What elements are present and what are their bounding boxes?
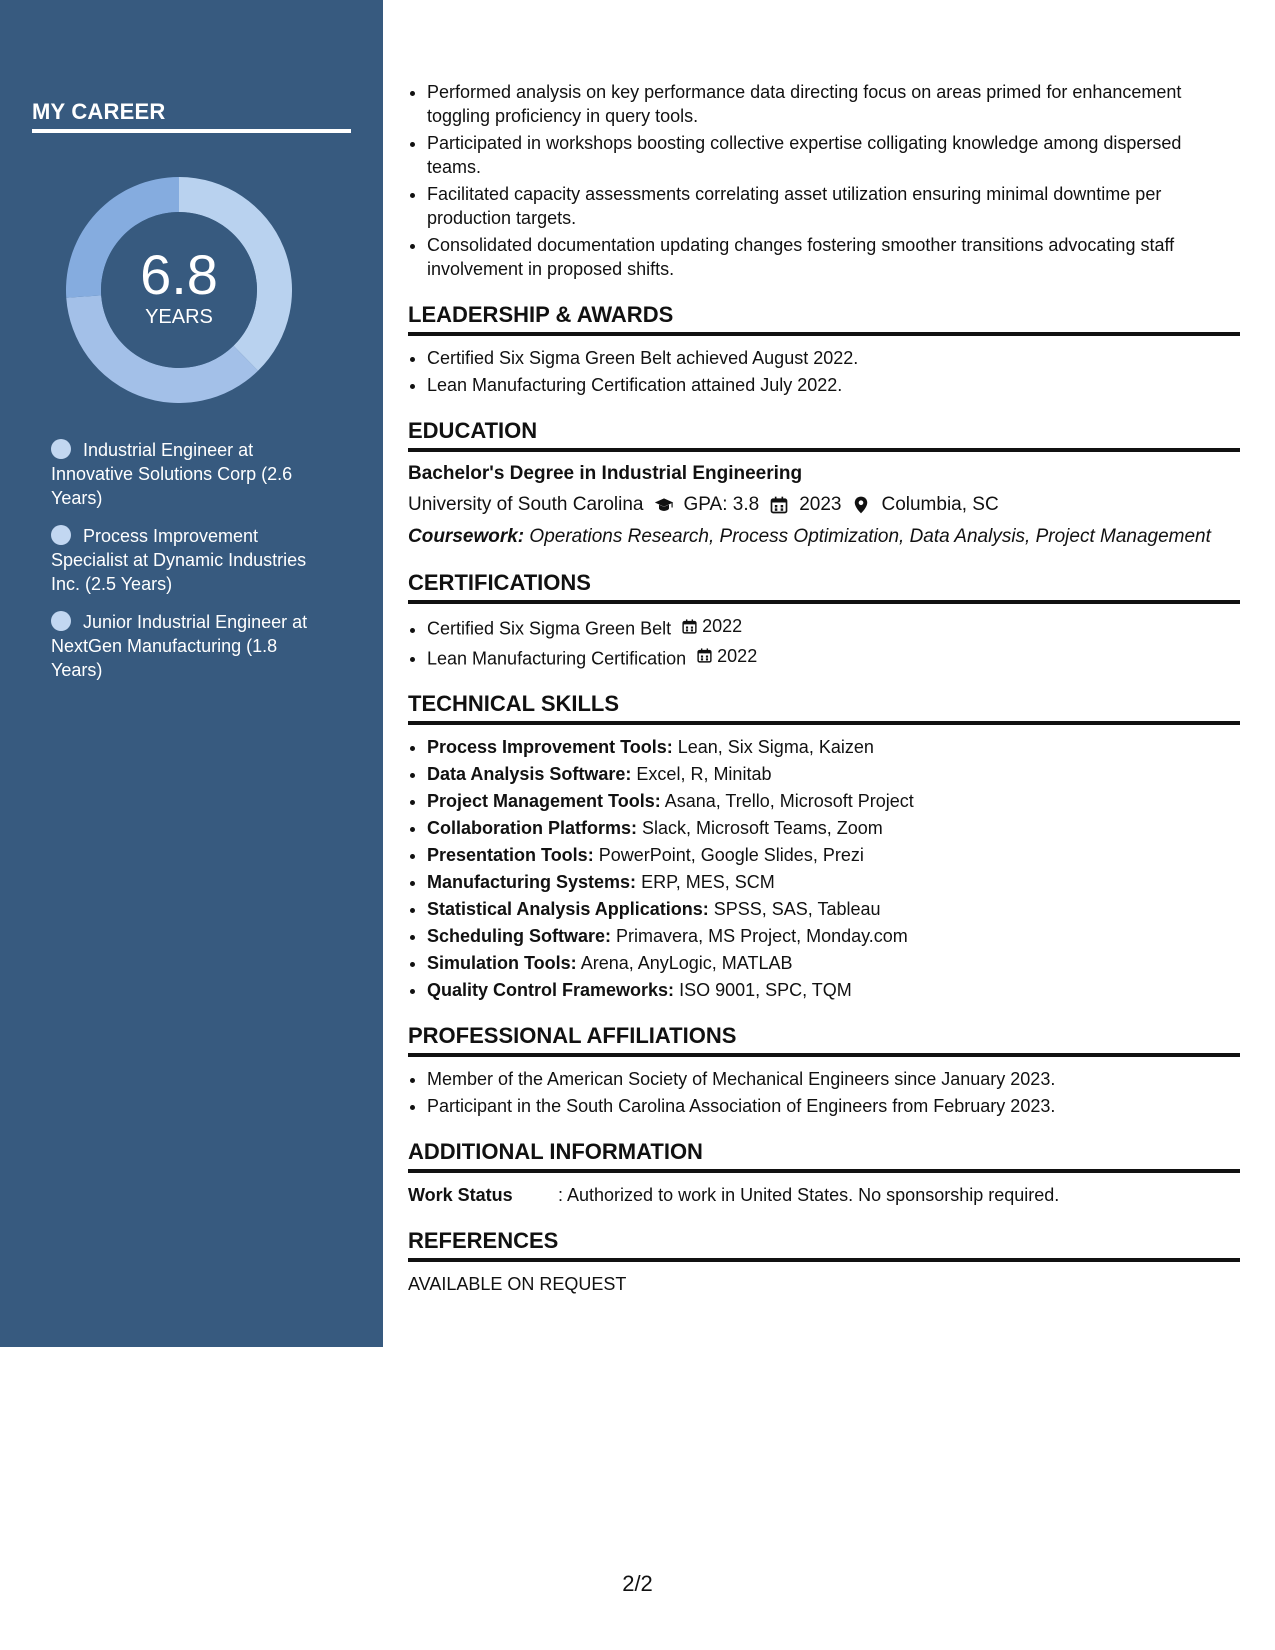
affiliations-section xyxy=(408,1022,1240,1118)
skill-item xyxy=(427,843,1240,867)
skills-section xyxy=(408,690,1240,1002)
leadership-item: • Lean Manufacturing Certification attained July 2022. xyxy=(427,373,1240,397)
coursework-label: Coursework: xyxy=(408,526,525,547)
career-item-label: Industrial Engineer at Innovative Solutions Corp (2.6 Years) xyxy=(51,440,293,508)
skill-label: Data Analysis Software: xyxy=(427,764,632,784)
skill-value: ERP, MES, SCM xyxy=(641,872,775,892)
skill-item xyxy=(427,816,1240,840)
skill-value: Arena, AnyLogic, MATLAB xyxy=(580,953,793,973)
section-heading: EDUCATION xyxy=(408,417,1240,452)
section-heading: REFERENCES xyxy=(408,1227,1240,1262)
career-list xyxy=(51,438,331,696)
certifications-section xyxy=(408,569,1240,670)
donut-center xyxy=(66,177,292,403)
skill-label: Quality Control Frameworks: xyxy=(427,980,675,1000)
skill-label: Presentation Tools: xyxy=(427,845,594,865)
skill-value: SPSS, SAS, Tableau xyxy=(713,899,881,919)
skill-value: Lean, Six Sigma, Kaizen xyxy=(677,737,874,757)
graduation-cap-icon xyxy=(654,495,674,515)
gpa: GPA: 3.8 xyxy=(683,494,760,515)
work-status-label: Work Status xyxy=(408,1185,513,1205)
skill-value: Excel, R, Minitab xyxy=(636,764,772,784)
skill-label: Scheduling Software: xyxy=(427,926,612,946)
work-status-row xyxy=(408,1183,1240,1207)
affiliation-item: • Member of the American Society of Mechanical Engineers since January 2023. xyxy=(427,1067,1240,1091)
skill-item xyxy=(427,978,1240,1002)
degree-title: Bachelor's Degree in Industrial Engineering xyxy=(408,463,803,484)
experience-bullets xyxy=(408,80,1240,281)
school-name: University of South Carolina xyxy=(408,494,644,515)
references-section xyxy=(408,1227,1240,1296)
education-details xyxy=(408,492,1240,518)
skill-label: Process Improvement Tools: xyxy=(427,737,673,757)
section-heading: ADDITIONAL INFORMATION xyxy=(408,1138,1240,1173)
school-location: Columbia, SC xyxy=(881,494,999,515)
skill-item xyxy=(427,870,1240,894)
leadership-item: • Certified Six Sigma Green Belt achieved August 2022. xyxy=(427,346,1240,370)
education-section xyxy=(408,417,1240,549)
skill-label: Simulation Tools: xyxy=(427,953,577,973)
career-item xyxy=(51,524,331,596)
certification-item xyxy=(427,614,1240,641)
sidebar xyxy=(0,0,383,1347)
location-pin-icon xyxy=(851,495,871,515)
total-years-value: 6.8 xyxy=(140,242,218,306)
career-item-label: Junior Industrial Engineer at NextGen Manufacturing (1.8 Years) xyxy=(51,612,308,680)
skill-value: PowerPoint, Google Slides, Prezi xyxy=(598,845,864,865)
certification-item xyxy=(427,644,1240,671)
experience-bullet: • Consolidated documentation updating changes fostering smoother transitions advocating staff involvement in proposed shifts. xyxy=(427,233,1240,281)
skill-item xyxy=(427,951,1240,975)
skill-value: Primavera, MS Project, Monday.com xyxy=(616,926,908,946)
skill-label: Collaboration Platforms: xyxy=(427,818,638,838)
work-status-value: : Authorized to work in United States. No sponsorship required. xyxy=(558,1185,1060,1205)
section-heading: PROFESSIONAL AFFILIATIONS xyxy=(408,1022,1240,1057)
career-donut-chart xyxy=(66,177,292,403)
skill-item xyxy=(427,789,1240,813)
career-title: MY CAREER xyxy=(32,99,351,133)
additional-info-section xyxy=(408,1138,1240,1207)
bullet-dot-icon xyxy=(51,611,71,631)
certification-year: 2022 xyxy=(702,616,743,636)
certification-year: 2022 xyxy=(717,645,758,666)
main-content xyxy=(408,80,1240,1296)
bullet-dot-icon xyxy=(51,439,71,459)
affiliation-item: • Participant in the South Carolina Association of Engineers from February 2023. xyxy=(427,1094,1240,1118)
skill-item xyxy=(427,762,1240,786)
leadership-section xyxy=(408,301,1240,397)
bullet-dot-icon xyxy=(51,525,71,545)
calendar-icon xyxy=(769,495,789,515)
skill-value: Slack, Microsoft Teams, Zoom xyxy=(642,818,883,838)
coursework-list: Operations Research, Process Optimization, Data Analysis, Project Management xyxy=(529,526,1211,547)
skill-value: Asana, Trello, Microsoft Project xyxy=(664,791,914,811)
experience-bullet: • Participated in workshops boosting collective expertise colligating knowledge among dispersed teams. xyxy=(427,131,1240,179)
total-years-unit: YEARS xyxy=(145,305,213,328)
section-heading: LEADERSHIP & AWARDS xyxy=(408,301,1240,336)
calendar-icon xyxy=(681,618,698,635)
section-heading: TECHNICAL SKILLS xyxy=(408,690,1240,725)
skill-value: ISO 9001, SPC, TQM xyxy=(679,980,852,1000)
references-text: AVAILABLE ON REQUEST xyxy=(408,1274,627,1294)
page-number: 2/2 xyxy=(622,1571,653,1596)
career-item xyxy=(51,438,331,510)
skill-label: Project Management Tools: xyxy=(427,791,661,811)
career-item xyxy=(51,610,331,682)
section-heading: CERTIFICATIONS xyxy=(408,569,1240,604)
skill-item xyxy=(427,897,1240,921)
experience-bullet: • Performed analysis on key performance data directing focus on areas primed for enhancement toggling proficiency in query tools. xyxy=(427,80,1240,128)
skill-item xyxy=(427,924,1240,948)
experience-bullet: • Facilitated capacity assessments correlating asset utilization ensuring minimal downtime per production targets. xyxy=(427,182,1240,230)
certification-name: Certified Six Sigma Green Belt xyxy=(427,618,672,639)
skill-label: Statistical Analysis Applications: xyxy=(427,899,709,919)
skill-item xyxy=(427,735,1240,759)
career-item-label: Process Improvement Specialist at Dynamic Industries Inc. (2.5 Years) xyxy=(51,526,307,594)
coursework xyxy=(408,524,1240,549)
calendar-icon xyxy=(696,647,713,664)
graduation-year: 2023 xyxy=(799,494,842,515)
certification-name: Lean Manufacturing Certification xyxy=(427,648,687,668)
skill-label: Manufacturing Systems: xyxy=(427,872,637,892)
